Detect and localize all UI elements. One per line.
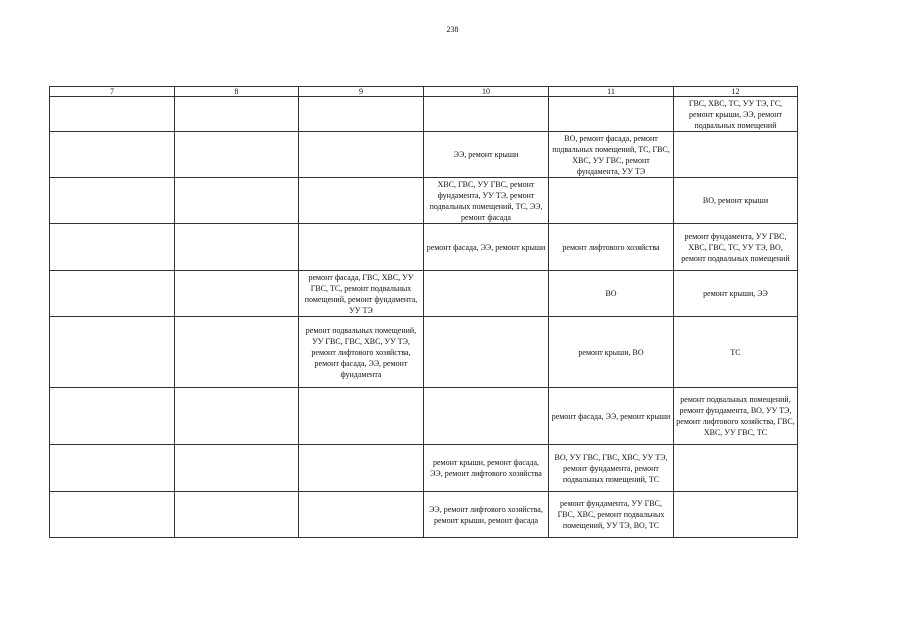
table-cell (549, 178, 674, 224)
table-cell (299, 492, 424, 538)
table-cell (175, 445, 299, 492)
column-header: 12 (674, 87, 798, 97)
table-cell (175, 178, 299, 224)
table-cell (50, 178, 175, 224)
table-cell: ремонт крыши, ремонт фасада, ЭЭ, ремонт лифтового хозяйства (424, 445, 549, 492)
table-cell (175, 224, 299, 271)
table-cell: ВО, УУ ГВС, ГВС, ХВС, УУ ТЭ, ремонт фундамента, ремонт подвальных помещений, ТС (549, 445, 674, 492)
table-cell (549, 97, 674, 132)
table-cell (175, 271, 299, 317)
work-schedule-table (49, 86, 798, 538)
table-cell (299, 132, 424, 178)
table-cell: ремонт крыши, ВО (549, 317, 674, 388)
table-cell: ТС (674, 317, 798, 388)
column-header: 11 (549, 87, 674, 97)
table-header-row (50, 87, 798, 97)
table-row (50, 224, 798, 271)
table-cell: ЭЭ, ремонт лифтового хозяйства, ремонт крыши, ремонт фасада (424, 492, 549, 538)
column-header: 10 (424, 87, 549, 97)
table-cell: ремонт фундамента, УУ ГВС, ХВС, ГВС, ТС, УУ ТЭ, ВО, ремонт подвальных помещений (674, 224, 798, 271)
table-cell: ВО (549, 271, 674, 317)
table-cell (50, 317, 175, 388)
column-header: 8 (175, 87, 299, 97)
table-cell: ремонт лифтового хозяйства (549, 224, 674, 271)
table-cell (424, 97, 549, 132)
table-cell (50, 388, 175, 445)
table-cell (299, 224, 424, 271)
table-cell (175, 388, 299, 445)
table-cell (674, 445, 798, 492)
table-cell: ВО, ремонт фасада, ремонт подвальных помещений, ТС, ГВС, ХВС, УУ ГВС, ремонт фундамента, УУ ТЭ (549, 132, 674, 178)
table-cell (299, 97, 424, 132)
table-row (50, 317, 798, 388)
table-cell (50, 132, 175, 178)
column-header: 9 (299, 87, 424, 97)
table-cell (299, 388, 424, 445)
table-cell (424, 271, 549, 317)
table-row (50, 178, 798, 224)
table-row (50, 271, 798, 317)
table-cell: ремонт фасада, ГВС, ХВС, УУ ГВС, ТС, ремонт подвальных помещений, ремонт фундамента, УУ ТЭ (299, 271, 424, 317)
table-cell (299, 178, 424, 224)
table-cell: ремонт подвальных помещений, ремонт фундамента, ВО, УУ ТЭ, ремонт лифтового хозяйства, ГВС, ХВС, УУ ГВС, ТС (674, 388, 798, 445)
table-cell (175, 97, 299, 132)
table-cell (50, 445, 175, 492)
table-row (50, 97, 798, 132)
table-cell: ремонт фундамента, УУ ГВС, ГВС, ХВС, ремонт подвальных помещений, УУ ТЭ, ВО, ТС (549, 492, 674, 538)
table-cell (50, 271, 175, 317)
table-row (50, 132, 798, 178)
table-cell (50, 97, 175, 132)
table-cell: ремонт фасада, ЭЭ, ремонт крыши (424, 224, 549, 271)
table-row (50, 492, 798, 538)
table-cell: ремонт крыши, ЭЭ (674, 271, 798, 317)
table-cell: ВО, ремонт крыши (674, 178, 798, 224)
table-cell (175, 492, 299, 538)
table-cell: ремонт фасада, ЭЭ, ремонт крыши (549, 388, 674, 445)
table-cell (424, 317, 549, 388)
table-row (50, 445, 798, 492)
column-header: 7 (50, 87, 175, 97)
page-number: 238 (446, 25, 459, 34)
table-cell (299, 445, 424, 492)
table-cell (50, 224, 175, 271)
table-row (50, 388, 798, 445)
table-cell (175, 132, 299, 178)
table-cell: ремонт подвальных помещений, УУ ГВС, ГВС, ХВС, УУ ТЭ, ремонт лифтового хозяйства, ремонт фасада, ЭЭ, ремонт фундамента (299, 317, 424, 388)
table-cell (175, 317, 299, 388)
table-cell (674, 132, 798, 178)
table-cell (424, 388, 549, 445)
table-cell: ХВС, ГВС, УУ ГВС, ремонт фундамента, УУ ТЭ, ремонт подвальных помещений, ТС, ЭЭ, ремонт фасада (424, 178, 549, 224)
table-cell: ЭЭ, ремонт крыши (424, 132, 549, 178)
table-cell: ГВС, ХВС, ТС, УУ ТЭ, ГС, ремонт крыши, ЭЭ, ремонт подвальных помещений (674, 97, 798, 132)
table-cell (50, 492, 175, 538)
table-cell (674, 492, 798, 538)
